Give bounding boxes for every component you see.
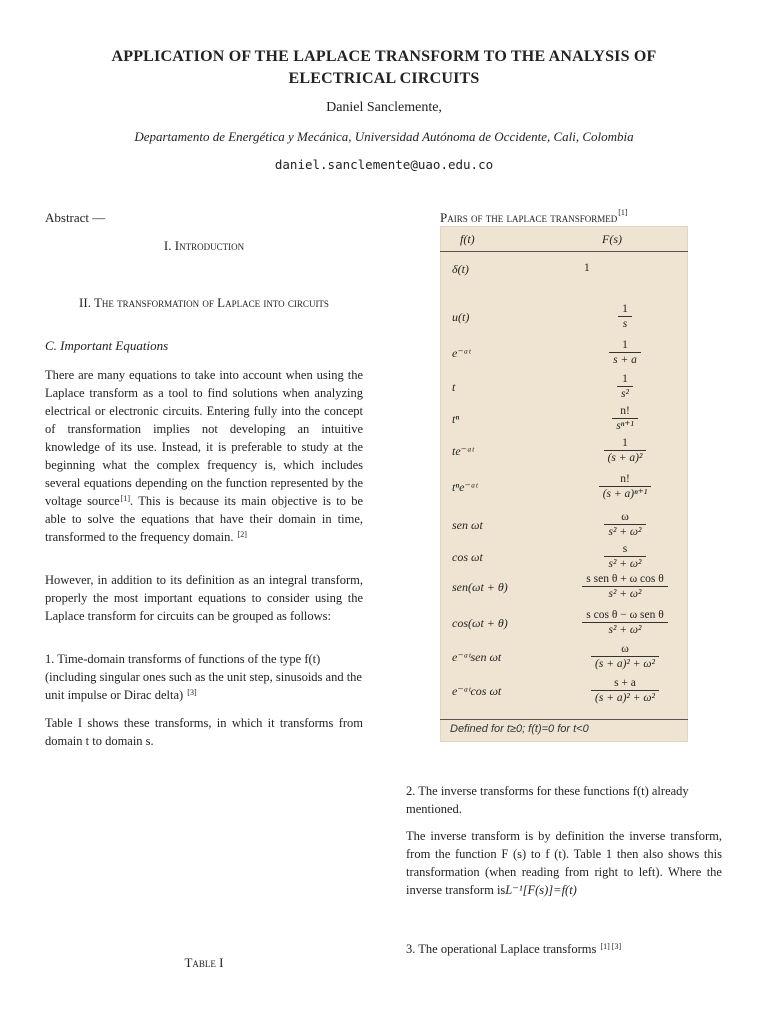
laplace-transform <box>580 572 670 601</box>
author-affiliation: Departamento de Energética y Mecánica, Universidad Autónoma de Occidente, Cali, Colombia <box>134 129 634 144</box>
paragraph-text: There are many equations to take into account when using the Laplace transform as a tool to find solutions when analyzing electrical or electronic circuits. Entering fully into the concept of transformation implies not developing an intuitive knowledge of its use. Instead, it is preferable to study at the beginning what the complex frequency is, which includes several equations depending on the function represented by the voltage source <box>45 368 363 508</box>
author-email: daniel.sanclemente@uao.edu.co <box>274 157 494 172</box>
paragraph-item-2: 2. The inverse transforms for these functions f(t) already mentioned. <box>406 784 689 816</box>
time-function: tⁿe⁻ᵃᵗ <box>452 480 478 494</box>
paragraph-intro <box>45 366 363 546</box>
fraction <box>591 676 659 705</box>
time-function: e⁻ᵃᵗcos ωt <box>452 684 502 698</box>
numerator: s sen θ + ω cos θ <box>582 572 667 587</box>
time-function: cos(ωt + θ) <box>452 616 508 630</box>
fraction <box>582 572 667 601</box>
numerator: s cos θ − ω sen θ <box>582 608 667 623</box>
numerator: n! <box>612 404 638 419</box>
denominator: (s + a)² + ω² <box>595 658 655 670</box>
time-function: t <box>452 380 456 394</box>
table-caption: Table I <box>184 955 224 970</box>
time-function: u(t) <box>452 310 470 324</box>
table-footnote: Defined for t≥0; f(t)=0 for t<0 <box>450 723 589 735</box>
laplace-table <box>440 226 688 742</box>
paragraph-item-1 <box>45 650 363 704</box>
laplace-transform <box>580 338 670 367</box>
paragraph-table-ref: Table I shows these transforms, in which it transforms from domain t to domain s. <box>45 716 363 748</box>
laplace-transform <box>580 472 670 501</box>
paragraph-text: 3. The operational Laplace transforms <box>406 942 600 956</box>
laplace-transform <box>580 372 670 401</box>
laplace-transform <box>580 404 670 433</box>
time-function: sen ωt <box>452 518 483 532</box>
section-heading-transformation: II. The transformation of Laplace into circuits <box>79 295 329 310</box>
citation-ref: [2] <box>237 530 247 539</box>
laplace-transform <box>580 510 670 539</box>
table-rule <box>440 251 688 252</box>
citation-ref: [3] <box>187 688 197 697</box>
citation-ref: [1] <box>120 494 131 503</box>
fraction <box>612 404 638 433</box>
numerator: 1 <box>584 262 590 274</box>
fraction <box>618 302 632 331</box>
denominator: s² + ω² <box>608 526 642 538</box>
paper-title: APPLICATION OF THE LAPLACE TRANSFORM TO THE ANALYSIS OF ELECTRICAL CIRCUITS <box>111 48 657 87</box>
laplace-transform <box>580 608 670 637</box>
denominator: s <box>622 318 628 330</box>
numerator: 1 <box>604 436 647 451</box>
fraction <box>599 472 652 501</box>
laplace-transform <box>580 642 670 671</box>
time-function: tⁿ <box>452 412 460 426</box>
abstract-label: Abstract — <box>45 210 106 225</box>
time-function: e⁻ᵃᵗsen ωt <box>452 650 502 664</box>
denominator: s² + ω² <box>608 588 642 600</box>
subsection-heading: C. Important Equations <box>45 338 169 353</box>
laplace-transform <box>580 302 670 331</box>
paragraph-item-3 <box>406 940 722 958</box>
fraction <box>582 608 667 637</box>
laplace-transform <box>580 262 674 274</box>
column-header-ft: f(t) <box>460 232 475 246</box>
numerator: s + a <box>591 676 659 691</box>
denominator: s² <box>621 388 629 400</box>
laplace-transform <box>580 542 670 571</box>
denominator: s² + ω² <box>608 624 642 636</box>
citation-ref: [1] [3] <box>600 942 622 951</box>
time-function: sen(ωt + θ) <box>452 580 508 594</box>
laplace-transform <box>580 436 670 465</box>
paragraph-inverse <box>406 827 722 899</box>
table-header <box>440 232 688 250</box>
inline-formula: L⁻¹[F(s)]=f(t) <box>505 883 577 897</box>
table-rule <box>440 719 688 720</box>
paragraph-text: 1. Time-domain transforms of functions of the type f(t) (including singular ones such as the unit step, sinusoids and the unit impulse or Dirac delta) <box>45 652 362 702</box>
author-name: Daniel Sanclemente, <box>326 100 442 115</box>
paragraph-grouping: However, in addition to its definition as an integral transform, properly the most important equations to consider using the Laplace transform for circuits can be grouped as follows: <box>45 573 363 623</box>
paragraph-text: The inverse transform is by definition the inverse transform, from the function F (s) to f (t). Table 1 then also shows this transformation (when reading from right to left). Where the inverse transform is <box>406 829 722 897</box>
fraction <box>604 542 645 571</box>
time-function: e⁻ᵃᵗ <box>452 346 471 360</box>
fraction <box>617 372 633 401</box>
column-header-fs: F(s) <box>602 232 622 246</box>
denominator: (s + a)² + ω² <box>595 692 655 704</box>
laplace-transform <box>580 676 670 705</box>
table-title <box>440 210 628 226</box>
numerator: 1 <box>618 302 632 317</box>
section-heading-introduction: I. Introduction <box>163 238 245 253</box>
numerator: s <box>604 542 645 557</box>
table-title-text: Pairs of the laplace transformed <box>440 210 618 225</box>
citation-ref: [1] <box>618 208 628 217</box>
denominator: s + a <box>613 354 637 366</box>
time-function: te⁻ᵃᵗ <box>452 444 474 458</box>
time-function: cos ωt <box>452 550 483 564</box>
numerator: ω <box>591 642 659 657</box>
fraction <box>591 642 659 671</box>
denominator: (s + a)ⁿ⁺¹ <box>602 488 648 500</box>
denominator: (s + a)² <box>607 452 643 464</box>
time-function: δ(t) <box>452 262 469 276</box>
fraction <box>604 436 647 465</box>
numerator: 1 <box>609 338 641 353</box>
numerator: 1 <box>617 372 633 387</box>
denominator: sⁿ⁺¹ <box>616 420 634 432</box>
fraction <box>609 338 641 367</box>
denominator: s² + ω² <box>608 558 642 570</box>
numerator: ω <box>604 510 645 525</box>
paragraph-text: . This is because its main objective is to be able to solve the equations that have their domain in time, transformed to the frequency domain. <box>45 494 363 544</box>
numerator: n! <box>599 472 652 487</box>
fraction <box>604 510 645 539</box>
